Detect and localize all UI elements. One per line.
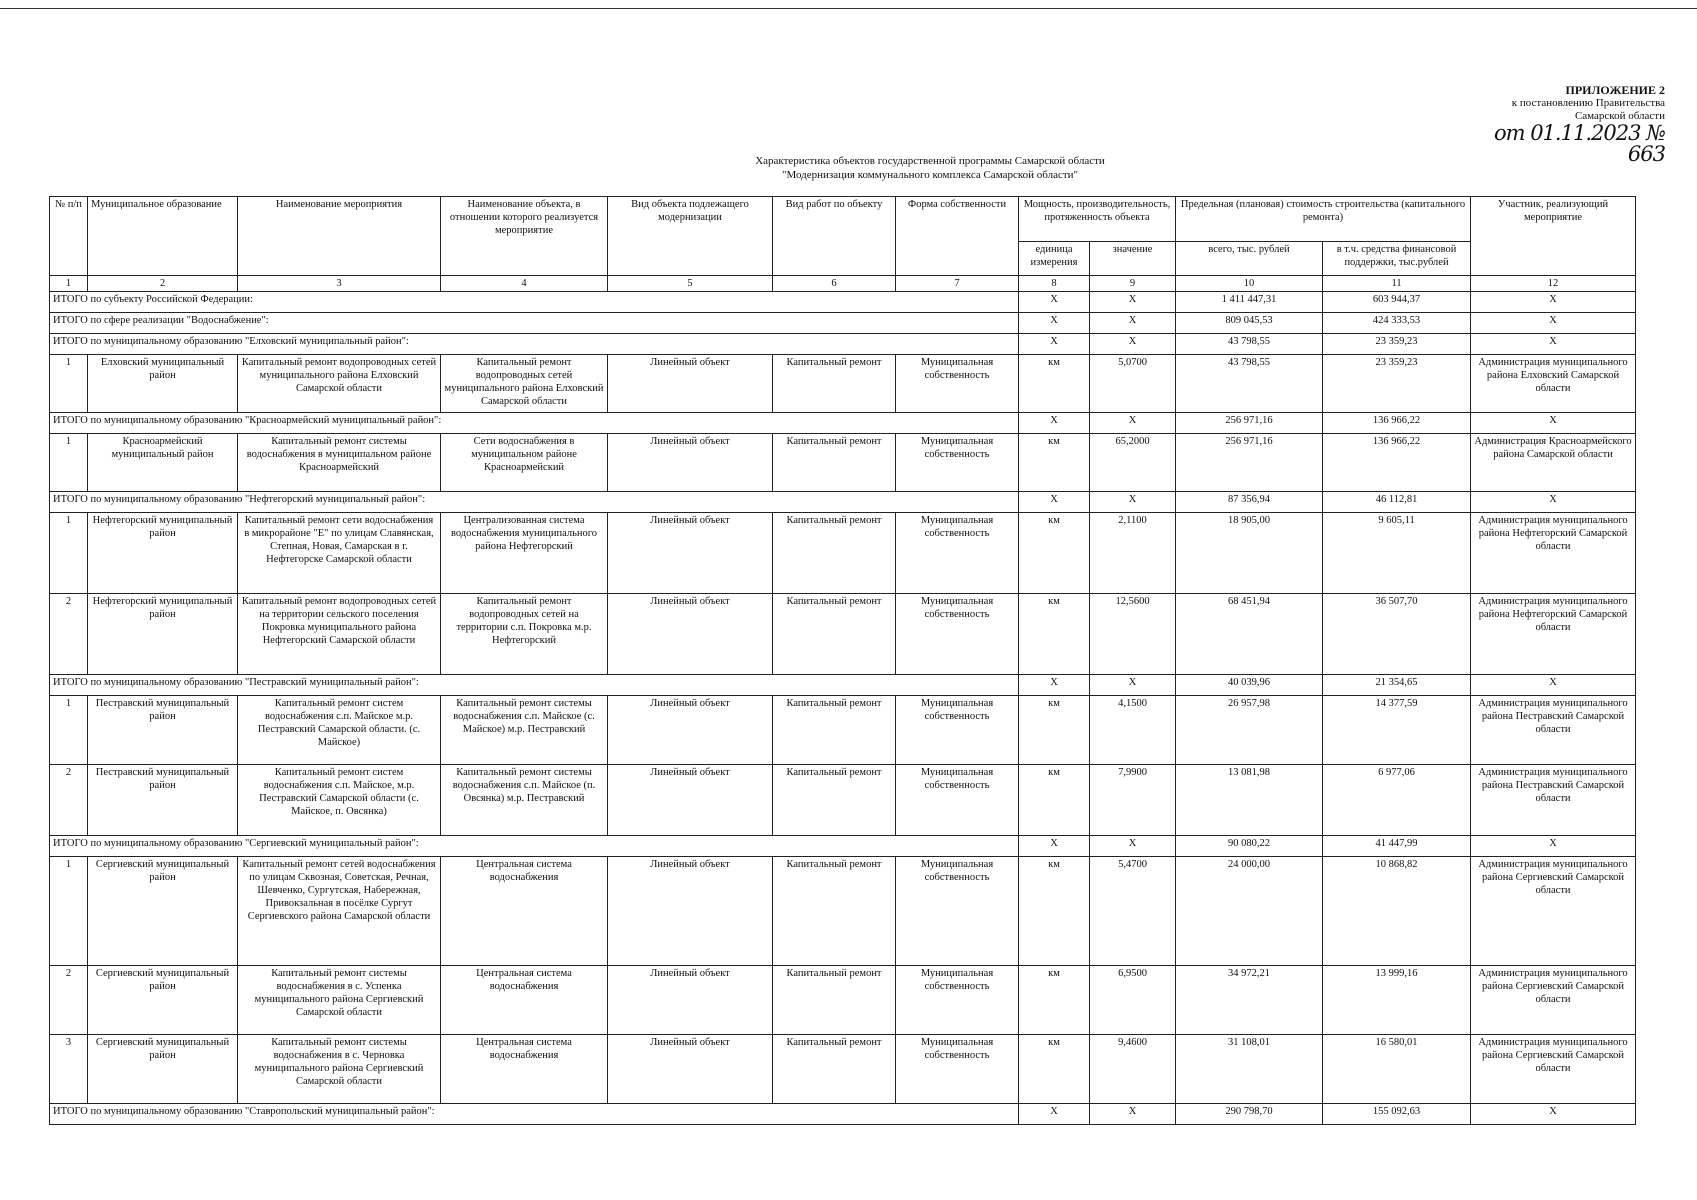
- row-total: 13 081,98: [1176, 765, 1323, 836]
- row-work-type: Капитальный ремонт: [773, 594, 896, 675]
- row-number: 1: [50, 355, 88, 413]
- total-value: X: [1090, 334, 1176, 355]
- row-object-type: Линейный объект: [608, 765, 773, 836]
- row-municipality: Сергиевский муниципальный район: [88, 857, 238, 966]
- header-object-name: Наименование объекта, в отношении которого реализуется мероприятие: [441, 197, 608, 276]
- total-unit: X: [1019, 413, 1090, 434]
- row-object-name: Капитальный ремонт водопроводных сетей муниципального района Елховский Самарской области: [441, 355, 608, 413]
- row-support: 23 359,23: [1323, 355, 1471, 413]
- row-ownership: Муниципальная собственность: [896, 594, 1019, 675]
- row-object-type: Линейный объект: [608, 857, 773, 966]
- row-work-type: Капитальный ремонт: [773, 765, 896, 836]
- total-unit: X: [1019, 313, 1090, 334]
- header-num: № п/п: [50, 197, 88, 276]
- row-participant: Администрация муниципального района Сергиевский Самарской области: [1471, 1035, 1636, 1104]
- total-support: 41 447,99: [1323, 836, 1471, 857]
- total-participant: X: [1471, 836, 1636, 857]
- row-ownership: Муниципальная собственность: [896, 1035, 1019, 1104]
- row-event: Капитальный ремонт системы водоснабжения в муниципальном районе Красноармейский: [238, 434, 441, 492]
- total-label: ИТОГО по сфере реализации "Водоснабжение":: [50, 313, 1019, 334]
- row-municipality: Нефтегорский муниципальный район: [88, 594, 238, 675]
- row-object-type: Линейный объект: [608, 594, 773, 675]
- total-support: 46 112,81: [1323, 492, 1471, 513]
- total-label: ИТОГО по субъекту Российской Федерации:: [50, 292, 1019, 313]
- colnum: 5: [608, 276, 773, 292]
- row-total: 24 000,00: [1176, 857, 1323, 966]
- row-work-type: Капитальный ремонт: [773, 434, 896, 492]
- row-total: 34 972,21: [1176, 966, 1323, 1035]
- appendix-title: ПРИЛОЖЕНИЕ 2: [1565, 83, 1665, 97]
- total-participant: X: [1471, 1104, 1636, 1125]
- row-event: Капитальный ремонт водопроводных сетей муниципального района Елховский Самарской области: [238, 355, 441, 413]
- total-participant: X: [1471, 292, 1636, 313]
- total-row: [50, 675, 1636, 696]
- row-event: Капитальный ремонт сетей водоснабжения по улицам Сквозная, Советская, Речная, Шевченко, Сургутская, Набережная, Привокзальная в посёлке Сургут Сергиевского района Самарской области: [238, 857, 441, 966]
- row-unit: км: [1019, 434, 1090, 492]
- row-object-type: Линейный объект: [608, 434, 773, 492]
- header-cost: Предельная (плановая) стоимость строительства (капитального ремонта): [1176, 197, 1471, 242]
- colnum: 8: [1019, 276, 1090, 292]
- appendix-line1: к постановлению Правительства: [1511, 97, 1665, 109]
- colnum: 3: [238, 276, 441, 292]
- total-participant: X: [1471, 334, 1636, 355]
- row-event: Капитальный ремонт систем водоснабжения с.п. Майское, м.р. Пестравский Самарской области (с. Майское, п. Овсянка): [238, 765, 441, 836]
- total-cost: 90 080,22: [1176, 836, 1323, 857]
- row-work-type: Капитальный ремонт: [773, 1035, 896, 1104]
- row-number: 1: [50, 434, 88, 492]
- objects-table: [49, 196, 1636, 1125]
- total-cost: 1 411 447,31: [1176, 292, 1323, 313]
- total-label: ИТОГО по муниципальному образованию "Ставропольский муниципальный район":: [50, 1104, 1019, 1125]
- total-cost: 809 045,53: [1176, 313, 1323, 334]
- row-value: 7,9900: [1090, 765, 1176, 836]
- row-total: 68 451,94: [1176, 594, 1323, 675]
- row-ownership: Муниципальная собственность: [896, 696, 1019, 765]
- row-object-name: Капитальный ремонт системы водоснабжения с.п. Майское (с. Майское) м.р. Пестравский: [441, 696, 608, 765]
- total-value: X: [1090, 1104, 1176, 1125]
- table-row: [50, 355, 1636, 413]
- total-support: 23 359,23: [1323, 334, 1471, 355]
- row-support: 6 977,06: [1323, 765, 1471, 836]
- total-row: [50, 334, 1636, 355]
- row-object-type: Линейный объект: [608, 355, 773, 413]
- row-unit: км: [1019, 1035, 1090, 1104]
- row-value: 9,4600: [1090, 1035, 1176, 1104]
- total-unit: X: [1019, 334, 1090, 355]
- row-unit: км: [1019, 857, 1090, 966]
- row-work-type: Капитальный ремонт: [773, 857, 896, 966]
- row-object-name: Центральная система водоснабжения: [441, 1035, 608, 1104]
- title-line1: Характеристика объектов государственной программы Самарской области: [755, 155, 1105, 167]
- row-total: 18 905,00: [1176, 513, 1323, 594]
- row-number: 3: [50, 1035, 88, 1104]
- row-object-type: Линейный объект: [608, 513, 773, 594]
- table-body: [50, 197, 1636, 1125]
- colnum: 6: [773, 276, 896, 292]
- row-support: 10 868,82: [1323, 857, 1471, 966]
- total-value: X: [1090, 292, 1176, 313]
- total-support: 603 944,37: [1323, 292, 1471, 313]
- total-participant: X: [1471, 492, 1636, 513]
- row-work-type: Капитальный ремонт: [773, 355, 896, 413]
- row-object-name: Сети водоснабжения в муниципальном районе Красноармейский: [441, 434, 608, 492]
- total-label: ИТОГО по муниципальному образованию "Пестравский муниципальный район":: [50, 675, 1019, 696]
- row-event: Капитальный ремонт сети водоснабжения в микрорайоне "Е" по улицам Славянская, Степная, Новая, Самарская в г. Нефтегорске Самарской области: [238, 513, 441, 594]
- row-total: 256 971,16: [1176, 434, 1323, 492]
- table-row: [50, 513, 1636, 594]
- colnum: 2: [88, 276, 238, 292]
- total-unit: X: [1019, 1104, 1090, 1125]
- row-unit: км: [1019, 765, 1090, 836]
- total-label: ИТОГО по муниципальному образованию "Елховский муниципальный район":: [50, 334, 1019, 355]
- total-cost: 256 971,16: [1176, 413, 1323, 434]
- total-unit: X: [1019, 292, 1090, 313]
- total-unit: X: [1019, 836, 1090, 857]
- row-municipality: Сергиевский муниципальный район: [88, 966, 238, 1035]
- total-row: [50, 292, 1636, 313]
- row-municipality: Елховский муниципальный район: [88, 355, 238, 413]
- row-object-name: Центральная система водоснабжения: [441, 966, 608, 1035]
- total-support: 424 333,53: [1323, 313, 1471, 334]
- total-value: X: [1090, 492, 1176, 513]
- row-value: 2,1100: [1090, 513, 1176, 594]
- row-number: 2: [50, 966, 88, 1035]
- row-event: Капитальный ремонт водопроводных сетей на территории сельского поселения Покровка муниципального района Нефтегорский Самарской области: [238, 594, 441, 675]
- total-support: 155 092,63: [1323, 1104, 1471, 1125]
- row-object-name: Капитальный ремонт водопроводных сетей на территории с.п. Покровка м.р. Нефтегорский: [441, 594, 608, 675]
- row-unit: км: [1019, 696, 1090, 765]
- header-work-type: Вид работ по объекту: [773, 197, 896, 276]
- row-ownership: Муниципальная собственность: [896, 765, 1019, 836]
- column-number-row: [50, 276, 1636, 292]
- total-label: ИТОГО по муниципальному образованию "Красноармейский муниципальный район":: [50, 413, 1019, 434]
- total-cost: 290 798,70: [1176, 1104, 1323, 1125]
- appendix-block: [1455, 84, 1665, 165]
- colnum: 4: [441, 276, 608, 292]
- total-value: X: [1090, 675, 1176, 696]
- row-unit: км: [1019, 355, 1090, 413]
- row-participant: Администрация муниципального района Нефтегорский Самарской области: [1471, 594, 1636, 675]
- colnum: 9: [1090, 276, 1176, 292]
- row-event: Капитальный ремонт систем водоснабжения с.п. Майское м.р. Пестравский Самарской области. (с. Майское): [238, 696, 441, 765]
- row-object-name: Центральная система водоснабжения: [441, 857, 608, 966]
- total-participant: X: [1471, 313, 1636, 334]
- row-value: 65,2000: [1090, 434, 1176, 492]
- total-support: 136 966,22: [1323, 413, 1471, 434]
- header-participant: Участник, реализующий мероприятие: [1471, 197, 1636, 276]
- header-value: значение: [1090, 242, 1176, 276]
- total-value: X: [1090, 836, 1176, 857]
- row-support: 36 507,70: [1323, 594, 1471, 675]
- row-ownership: Муниципальная собственность: [896, 513, 1019, 594]
- row-event: Капитальный ремонт системы водоснабжения в с. Успенка муниципального района Сергиевский Самарской области: [238, 966, 441, 1035]
- row-support: 16 580,01: [1323, 1035, 1471, 1104]
- header-capacity: Мощность, производительность, протяженность объекта: [1019, 197, 1176, 242]
- table-row: [50, 696, 1636, 765]
- row-object-type: Линейный объект: [608, 696, 773, 765]
- colnum: 10: [1176, 276, 1323, 292]
- row-ownership: Муниципальная собственность: [896, 857, 1019, 966]
- row-municipality: Красноармейский муниципальный район: [88, 434, 238, 492]
- row-support: 14 377,59: [1323, 696, 1471, 765]
- row-value: 5,4700: [1090, 857, 1176, 966]
- total-row: [50, 836, 1636, 857]
- row-object-type: Линейный объект: [608, 966, 773, 1035]
- row-total: 26 957,98: [1176, 696, 1323, 765]
- row-unit: км: [1019, 513, 1090, 594]
- total-cost: 43 798,55: [1176, 334, 1323, 355]
- header-unit: единица измерения: [1019, 242, 1090, 276]
- table-row: [50, 857, 1636, 966]
- row-municipality: Сергиевский муниципальный район: [88, 1035, 238, 1104]
- row-number: 1: [50, 513, 88, 594]
- total-support: 21 354,65: [1323, 675, 1471, 696]
- row-municipality: Пестравский муниципальный район: [88, 765, 238, 836]
- row-participant: Администрация муниципального района Пестравский Самарской области: [1471, 696, 1636, 765]
- row-participant: Администрация муниципального района Елховский Самарской области: [1471, 355, 1636, 413]
- table-row: [50, 434, 1636, 492]
- header-ownership: Форма собственности: [896, 197, 1019, 276]
- row-number: 2: [50, 765, 88, 836]
- document-title: [600, 154, 1260, 182]
- total-value: X: [1090, 413, 1176, 434]
- row-event: Капитальный ремонт системы водоснабжения в с. Черновка муниципального района Сергиевский Самарской области: [238, 1035, 441, 1104]
- title-line2: "Модернизация коммунального комплекса Самарской области": [781, 169, 1079, 181]
- total-value: X: [1090, 313, 1176, 334]
- total-label: ИТОГО по муниципальному образованию "Сергиевский муниципальный район":: [50, 836, 1019, 857]
- total-row: [50, 492, 1636, 513]
- total-cost: 87 356,94: [1176, 492, 1323, 513]
- colnum: 1: [50, 276, 88, 292]
- total-unit: X: [1019, 492, 1090, 513]
- row-value: 6,9500: [1090, 966, 1176, 1035]
- row-value: 4,1500: [1090, 696, 1176, 765]
- total-row: [50, 313, 1636, 334]
- colnum: 7: [896, 276, 1019, 292]
- row-ownership: Муниципальная собственность: [896, 355, 1019, 413]
- row-value: 5,0700: [1090, 355, 1176, 413]
- table-row: [50, 1035, 1636, 1104]
- row-work-type: Капитальный ремонт: [773, 966, 896, 1035]
- header-object-type: Вид объекта подлежащего модернизации: [608, 197, 773, 276]
- row-object-name: Капитальный ремонт системы водоснабжения с.п. Майское (п. Овсянка) м.р. Пестравский: [441, 765, 608, 836]
- row-unit: км: [1019, 966, 1090, 1035]
- total-row: [50, 413, 1636, 434]
- row-municipality: Нефтегорский муниципальный район: [88, 513, 238, 594]
- total-participant: X: [1471, 675, 1636, 696]
- header-support: в т.ч. средства финансовой поддержки, тыс.рублей: [1323, 242, 1471, 276]
- row-unit: км: [1019, 594, 1090, 675]
- row-participant: Администрация муниципального района Пестравский Самарской области: [1471, 765, 1636, 836]
- row-work-type: Капитальный ремонт: [773, 513, 896, 594]
- row-support: 13 999,16: [1323, 966, 1471, 1035]
- row-support: 9 605,11: [1323, 513, 1471, 594]
- total-cost: 40 039,96: [1176, 675, 1323, 696]
- row-municipality: Пестравский муниципальный район: [88, 696, 238, 765]
- row-object-name: Централизованная система водоснабжения муниципального района Нефтегорский: [441, 513, 608, 594]
- row-ownership: Муниципальная собственность: [896, 966, 1019, 1035]
- row-number: 2: [50, 594, 88, 675]
- top-rule: [0, 8, 1697, 9]
- total-participant: X: [1471, 413, 1636, 434]
- table-row: [50, 966, 1636, 1035]
- header-event: Наименование мероприятия: [238, 197, 441, 276]
- header-total: всего, тыс. рублей: [1176, 242, 1323, 276]
- total-unit: X: [1019, 675, 1090, 696]
- row-ownership: Муниципальная собственность: [896, 434, 1019, 492]
- row-work-type: Капитальный ремонт: [773, 696, 896, 765]
- table-row: [50, 765, 1636, 836]
- row-value: 12,5600: [1090, 594, 1176, 675]
- header-municipality: Муниципальное образование: [88, 197, 238, 276]
- header-row-1: [50, 197, 1636, 242]
- row-participant: Администрация Красноармейского района Самарской области: [1471, 434, 1636, 492]
- row-support: 136 966,22: [1323, 434, 1471, 492]
- appendix-line2: Самарской области: [1574, 110, 1665, 122]
- total-label: ИТОГО по муниципальному образованию "Нефтегорский муниципальный район":: [50, 492, 1019, 513]
- row-participant: Администрация муниципального района Нефтегорский Самарской области: [1471, 513, 1636, 594]
- row-total: 31 108,01: [1176, 1035, 1323, 1104]
- row-object-type: Линейный объект: [608, 1035, 773, 1104]
- colnum: 11: [1323, 276, 1471, 292]
- row-number: 1: [50, 857, 88, 966]
- total-row: [50, 1104, 1636, 1125]
- colnum: 12: [1471, 276, 1636, 292]
- table-row: [50, 594, 1636, 675]
- row-participant: Администрация муниципального района Сергиевский Самарской области: [1471, 966, 1636, 1035]
- row-participant: Администрация муниципального района Сергиевский Самарской области: [1471, 857, 1636, 966]
- row-total: 43 798,55: [1176, 355, 1323, 413]
- row-number: 1: [50, 696, 88, 765]
- appendix-signature: от 01.11.2023 № 663: [1493, 121, 1665, 166]
